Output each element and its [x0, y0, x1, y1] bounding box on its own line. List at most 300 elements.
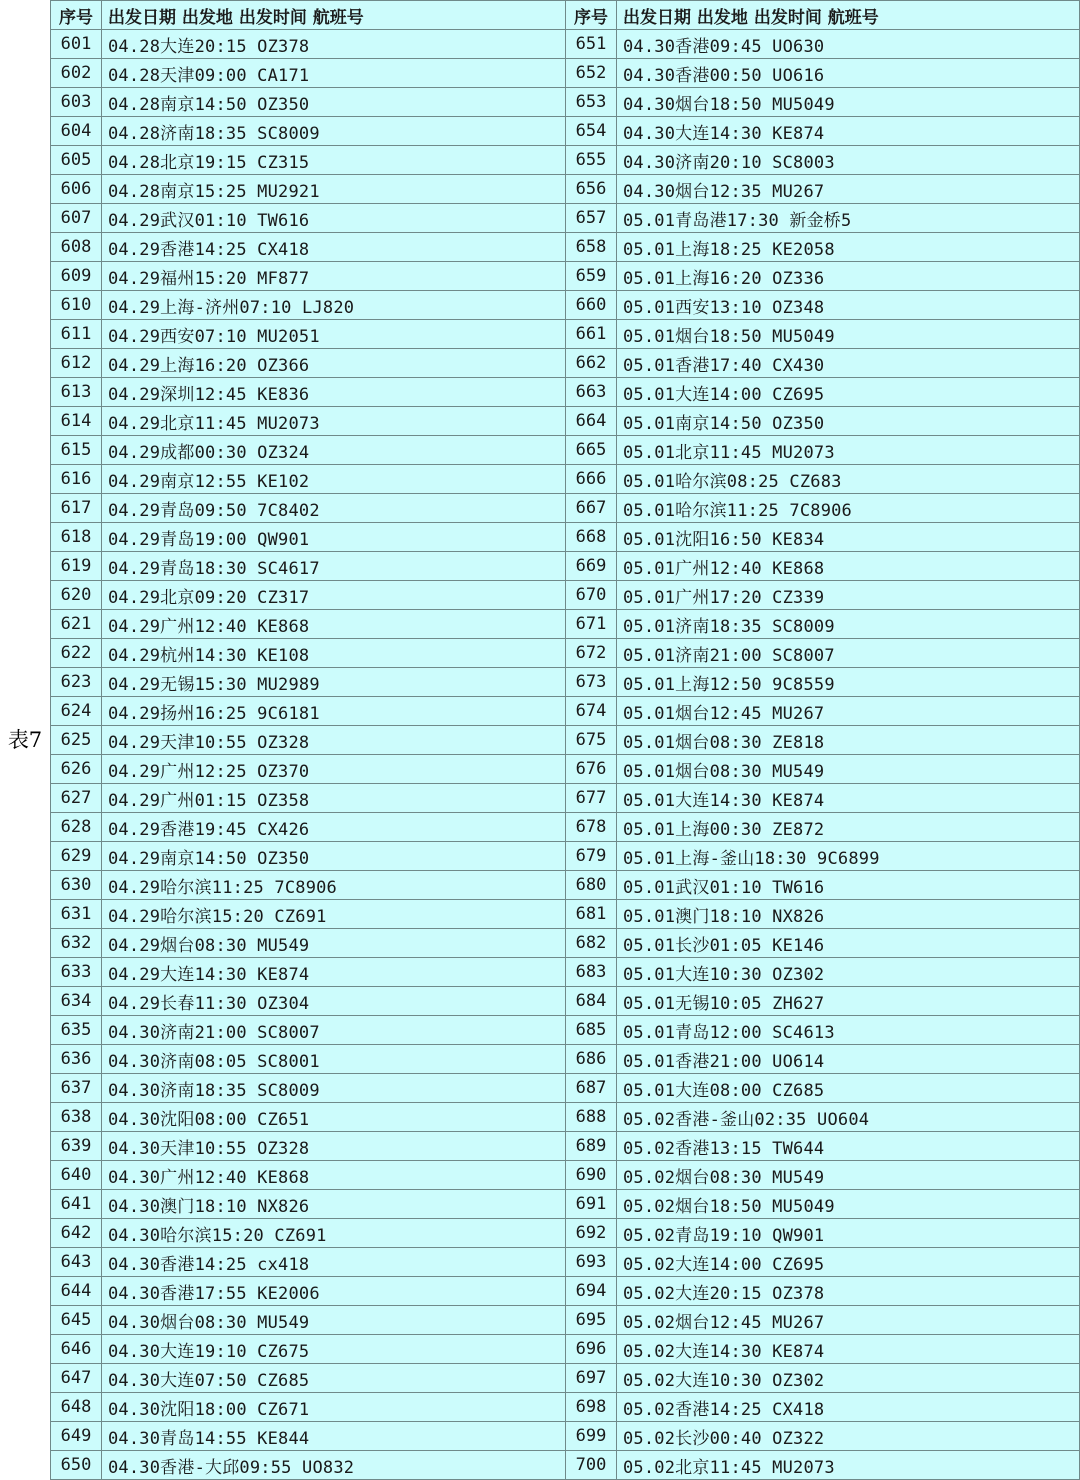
row-number: 690: [566, 1161, 617, 1190]
table-row: [566, 1074, 1080, 1103]
table-row: [51, 407, 566, 436]
flight-info: 05.01上海18:25 KE2058: [617, 233, 1080, 262]
table-row: [51, 842, 566, 871]
table-row: [566, 1364, 1080, 1393]
table-row: [566, 88, 1080, 117]
table-row: [51, 204, 566, 233]
table-row: [566, 117, 1080, 146]
flight-info: 05.02香港14:25 CX418: [617, 1393, 1080, 1422]
flight-info: 05.02青岛19:10 QW901: [617, 1219, 1080, 1248]
row-number: 625: [51, 726, 102, 755]
flight-info: 04.30济南21:00 SC8007: [102, 1016, 566, 1045]
flight-info: 05.02大连10:30 OZ302: [617, 1364, 1080, 1393]
row-number: 675: [566, 726, 617, 755]
flight-info: 04.29南京12:55 KE102: [102, 465, 566, 494]
flight-info: 04.29青岛09:50 7C8402: [102, 494, 566, 523]
row-number: 644: [51, 1277, 102, 1306]
row-number: 607: [51, 204, 102, 233]
flight-info: 05.02烟台08:30 MU549: [617, 1161, 1080, 1190]
row-number: 617: [51, 494, 102, 523]
flight-info: 04.30大连19:10 CZ675: [102, 1335, 566, 1364]
flight-info: 04.29西安07:10 MU2051: [102, 320, 566, 349]
flight-info: 04.29青岛19:00 QW901: [102, 523, 566, 552]
table-header-row: [566, 1, 1080, 30]
table-row: [51, 1016, 566, 1045]
row-number: 688: [566, 1103, 617, 1132]
table-row: [51, 1132, 566, 1161]
flight-info: 05.01上海16:20 OZ336: [617, 262, 1080, 291]
table-row: [566, 871, 1080, 900]
row-number: 638: [51, 1103, 102, 1132]
flight-info: 04.29哈尔滨11:25 7C8906: [102, 871, 566, 900]
table-row: [566, 146, 1080, 175]
row-number: 602: [51, 59, 102, 88]
flight-info: 05.01济南18:35 SC8009: [617, 610, 1080, 639]
flight-info: 05.01青岛港17:30 新金桥5: [617, 204, 1080, 233]
flight-info: 04.29北京09:20 CZ317: [102, 581, 566, 610]
row-number: 659: [566, 262, 617, 291]
flight-info: 04.29扬州16:25 9C6181: [102, 697, 566, 726]
row-number: 662: [566, 349, 617, 378]
table-row: [51, 1422, 566, 1451]
flight-table-left: [50, 0, 566, 1480]
flight-info: 04.29深圳12:45 KE836: [102, 378, 566, 407]
row-number: 676: [566, 755, 617, 784]
flight-info: 04.30香港-大邱09:55 UO832: [102, 1451, 566, 1480]
flight-info: 04.30澳门18:10 NX826: [102, 1190, 566, 1219]
flight-info: 04.29杭州14:30 KE108: [102, 639, 566, 668]
flight-info: 04.30大连14:30 KE874: [617, 117, 1080, 146]
table-row: [566, 407, 1080, 436]
flight-info: 05.02大连20:15 OZ378: [617, 1277, 1080, 1306]
flight-info: 04.29广州12:40 KE868: [102, 610, 566, 639]
table-row: [566, 668, 1080, 697]
flight-info: 05.01广州12:40 KE868: [617, 552, 1080, 581]
flight-info: 05.01上海00:30 ZE872: [617, 813, 1080, 842]
flight-info: 05.01北京11:45 MU2073: [617, 436, 1080, 465]
row-number: 630: [51, 871, 102, 900]
table-row: [51, 639, 566, 668]
row-number: 601: [51, 30, 102, 59]
table-row: [51, 146, 566, 175]
flight-info: 04.29哈尔滨15:20 CZ691: [102, 900, 566, 929]
flight-info: 04.30烟台18:50 MU5049: [617, 88, 1080, 117]
row-number: 696: [566, 1335, 617, 1364]
table-row: [566, 30, 1080, 59]
row-number: 670: [566, 581, 617, 610]
row-number: 647: [51, 1364, 102, 1393]
table-row: [566, 987, 1080, 1016]
row-number: 634: [51, 987, 102, 1016]
table-row: [566, 204, 1080, 233]
row-number: 684: [566, 987, 617, 1016]
table-row: [51, 465, 566, 494]
row-number: 663: [566, 378, 617, 407]
row-number: 606: [51, 175, 102, 204]
row-number: 637: [51, 1074, 102, 1103]
table-row: [51, 233, 566, 262]
flight-info: 04.30沈阳18:00 CZ671: [102, 1393, 566, 1422]
flight-info: 04.29上海-济州07:10 LJ820: [102, 291, 566, 320]
row-number: 677: [566, 784, 617, 813]
row-number: 700: [566, 1451, 617, 1480]
table-row: [566, 349, 1080, 378]
table-row: [566, 1277, 1080, 1306]
flight-info: 04.30青岛14:55 KE844: [102, 1422, 566, 1451]
table-header-row: [51, 1, 566, 30]
row-number: 624: [51, 697, 102, 726]
row-number: 653: [566, 88, 617, 117]
row-number: 620: [51, 581, 102, 610]
table-row: [566, 1190, 1080, 1219]
table-row: [51, 958, 566, 987]
table-row: [566, 958, 1080, 987]
flight-table-right: [565, 0, 1080, 1480]
flight-info: 05.02北京11:45 MU2073: [617, 1451, 1080, 1480]
table-row: [566, 842, 1080, 871]
flight-info: 05.02大连14:00 CZ695: [617, 1248, 1080, 1277]
row-number: 699: [566, 1422, 617, 1451]
table-row: [566, 697, 1080, 726]
column-header-info: 出发日期 出发地 出发时间 航班号: [102, 1, 566, 30]
table-row: [51, 1161, 566, 1190]
flight-info: 04.29南京14:50 OZ350: [102, 842, 566, 871]
flight-info: 05.02香港-釜山02:35 UO604: [617, 1103, 1080, 1132]
table-row: [566, 929, 1080, 958]
flight-info: 05.01香港21:00 UO614: [617, 1045, 1080, 1074]
table-row: [51, 59, 566, 88]
flight-info: 04.28天津09:00 CA171: [102, 59, 566, 88]
row-number: 672: [566, 639, 617, 668]
row-number: 680: [566, 871, 617, 900]
flight-info: 05.01济南21:00 SC8007: [617, 639, 1080, 668]
flight-info: 05.01沈阳16:50 KE834: [617, 523, 1080, 552]
row-number: 616: [51, 465, 102, 494]
row-number: 613: [51, 378, 102, 407]
row-number: 642: [51, 1219, 102, 1248]
table-row: [51, 1364, 566, 1393]
table-row: [51, 610, 566, 639]
table-row: [51, 726, 566, 755]
flight-info: 05.01南京14:50 OZ350: [617, 407, 1080, 436]
flight-info: 05.01武汉01:10 TW616: [617, 871, 1080, 900]
flight-info: 04.30哈尔滨15:20 CZ691: [102, 1219, 566, 1248]
flight-info: 04.29广州01:15 OZ358: [102, 784, 566, 813]
table-body-left: [51, 30, 566, 1480]
flight-info: 04.30香港00:50 UO616: [617, 59, 1080, 88]
flight-info: 04.30香港17:55 KE2006: [102, 1277, 566, 1306]
table-row: [51, 1190, 566, 1219]
flight-info: 05.01广州17:20 CZ339: [617, 581, 1080, 610]
table-row: [566, 262, 1080, 291]
row-number: 643: [51, 1248, 102, 1277]
flight-info: 05.01无锡10:05 ZH627: [617, 987, 1080, 1016]
table-row: [566, 784, 1080, 813]
flight-info: 04.29上海16:20 OZ366: [102, 349, 566, 378]
row-number: 615: [51, 436, 102, 465]
row-number: 612: [51, 349, 102, 378]
row-number: 679: [566, 842, 617, 871]
table-row: [566, 900, 1080, 929]
table-row: [51, 900, 566, 929]
flight-info: 05.01哈尔滨08:25 CZ683: [617, 465, 1080, 494]
table-row: [566, 1219, 1080, 1248]
table-row: [566, 175, 1080, 204]
row-number: 693: [566, 1248, 617, 1277]
table-row: [566, 233, 1080, 262]
column-header-no: 序号: [566, 1, 617, 30]
row-number: 658: [566, 233, 617, 262]
table-row: [51, 697, 566, 726]
table-row: [51, 175, 566, 204]
row-number: 610: [51, 291, 102, 320]
table-row: [51, 1393, 566, 1422]
flight-info: 04.30济南08:05 SC8001: [102, 1045, 566, 1074]
row-number: 666: [566, 465, 617, 494]
row-number: 697: [566, 1364, 617, 1393]
row-number: 622: [51, 639, 102, 668]
flight-info: 04.29香港19:45 CX426: [102, 813, 566, 842]
table-row: [566, 1045, 1080, 1074]
flight-info: 04.29天津10:55 OZ328: [102, 726, 566, 755]
table-row: [51, 494, 566, 523]
flight-info: 05.01大连14:00 CZ695: [617, 378, 1080, 407]
table-row: [51, 552, 566, 581]
row-number: 603: [51, 88, 102, 117]
row-number: 681: [566, 900, 617, 929]
row-number: 604: [51, 117, 102, 146]
row-number: 655: [566, 146, 617, 175]
flight-info: 05.01烟台18:50 MU5049: [617, 320, 1080, 349]
flight-info: 04.29无锡15:30 MU2989: [102, 668, 566, 697]
table-row: [566, 1248, 1080, 1277]
row-number: 636: [51, 1045, 102, 1074]
row-number: 668: [566, 523, 617, 552]
row-number: 640: [51, 1161, 102, 1190]
row-number: 687: [566, 1074, 617, 1103]
table-row: [51, 523, 566, 552]
table-row: [51, 929, 566, 958]
table-row: [566, 1016, 1080, 1045]
flight-info: 05.01香港17:40 CX430: [617, 349, 1080, 378]
row-number: 686: [566, 1045, 617, 1074]
row-number: 635: [51, 1016, 102, 1045]
flight-info: 04.28南京15:25 MU2921: [102, 175, 566, 204]
row-number: 652: [566, 59, 617, 88]
flight-info: 04.28南京14:50 OZ350: [102, 88, 566, 117]
row-number: 698: [566, 1393, 617, 1422]
row-number: 669: [566, 552, 617, 581]
row-number: 629: [51, 842, 102, 871]
flight-info: 05.01西安13:10 OZ348: [617, 291, 1080, 320]
table-row: [566, 523, 1080, 552]
table-row: [566, 1393, 1080, 1422]
row-number: 648: [51, 1393, 102, 1422]
table-row: [566, 581, 1080, 610]
table-row: [51, 30, 566, 59]
row-number: 633: [51, 958, 102, 987]
flight-info: 05.02大连14:30 KE874: [617, 1335, 1080, 1364]
table-row: [566, 59, 1080, 88]
flight-info: 04.30济南20:10 SC8003: [617, 146, 1080, 175]
flight-info: 04.28大连20:15 OZ378: [102, 30, 566, 59]
table-row: [51, 88, 566, 117]
table-row: [566, 726, 1080, 755]
table-row: [51, 871, 566, 900]
row-number: 650: [51, 1451, 102, 1480]
flight-info: 04.30烟台08:30 MU549: [102, 1306, 566, 1335]
flight-info: 04.28北京19:15 CZ315: [102, 146, 566, 175]
flight-info: 05.01上海12:50 9C8559: [617, 668, 1080, 697]
column-header-no: 序号: [51, 1, 102, 30]
flight-info: 04.29长春11:30 OZ304: [102, 987, 566, 1016]
table-row: [566, 639, 1080, 668]
flight-info: 05.01长沙01:05 KE146: [617, 929, 1080, 958]
flight-info: 05.01大连10:30 OZ302: [617, 958, 1080, 987]
row-number: 671: [566, 610, 617, 639]
row-number: 656: [566, 175, 617, 204]
row-number: 626: [51, 755, 102, 784]
table-row: [566, 378, 1080, 407]
table-body-right: [566, 30, 1080, 1480]
table-row: [51, 755, 566, 784]
flight-info: 05.01青岛12:00 SC4613: [617, 1016, 1080, 1045]
flight-info: 05.02烟台18:50 MU5049: [617, 1190, 1080, 1219]
flight-info: 04.29香港14:25 CX418: [102, 233, 566, 262]
table-row: [51, 668, 566, 697]
table-row: [51, 1219, 566, 1248]
table-row: [566, 320, 1080, 349]
row-number: 619: [51, 552, 102, 581]
row-number: 649: [51, 1422, 102, 1451]
row-number: 628: [51, 813, 102, 842]
row-number: 667: [566, 494, 617, 523]
flight-info: 04.30沈阳08:00 CZ651: [102, 1103, 566, 1132]
flight-info: 04.30济南18:35 SC8009: [102, 1074, 566, 1103]
row-number: 674: [566, 697, 617, 726]
flight-info: 04.30香港09:45 UO630: [617, 30, 1080, 59]
table-row: [566, 755, 1080, 784]
table-row: [51, 784, 566, 813]
flight-info: 04.30天津10:55 OZ328: [102, 1132, 566, 1161]
row-number: 639: [51, 1132, 102, 1161]
row-number: 621: [51, 610, 102, 639]
row-number: 660: [566, 291, 617, 320]
table-row: [566, 465, 1080, 494]
row-number: 646: [51, 1335, 102, 1364]
table-row: [51, 1335, 566, 1364]
row-number: 654: [566, 117, 617, 146]
flight-info: 05.01哈尔滨11:25 7C8906: [617, 494, 1080, 523]
flight-info: 04.29福州15:20 MF877: [102, 262, 566, 291]
column-header-info: 出发日期 出发地 出发时间 航班号: [617, 1, 1080, 30]
row-number: 689: [566, 1132, 617, 1161]
row-number: 618: [51, 523, 102, 552]
flight-info: 04.30烟台12:35 MU267: [617, 175, 1080, 204]
table-row: [566, 494, 1080, 523]
table-row: [566, 1132, 1080, 1161]
table-row: [51, 1277, 566, 1306]
row-number: 627: [51, 784, 102, 813]
row-number: 605: [51, 146, 102, 175]
table-row: [566, 1335, 1080, 1364]
table-row: [566, 1451, 1080, 1480]
table-row: [51, 1074, 566, 1103]
flight-info: 05.01大连08:00 CZ685: [617, 1074, 1080, 1103]
row-number: 685: [566, 1016, 617, 1045]
table-row: [566, 610, 1080, 639]
table-row: [51, 1451, 566, 1480]
row-number: 611: [51, 320, 102, 349]
flight-info: 04.29青岛18:30 SC4617: [102, 552, 566, 581]
flight-info: 04.29广州12:25 OZ370: [102, 755, 566, 784]
row-number: 645: [51, 1306, 102, 1335]
table-row: [51, 436, 566, 465]
row-number: 651: [566, 30, 617, 59]
flight-info: 05.01烟台08:30 MU549: [617, 755, 1080, 784]
row-number: 683: [566, 958, 617, 987]
flight-info: 05.01烟台08:30 ZE818: [617, 726, 1080, 755]
row-number: 632: [51, 929, 102, 958]
row-number: 691: [566, 1190, 617, 1219]
table-row: [51, 262, 566, 291]
table-row: [51, 291, 566, 320]
flight-info: 04.29成都00:30 OZ324: [102, 436, 566, 465]
table-row: [51, 813, 566, 842]
table-row: [51, 1103, 566, 1132]
table-row: [51, 349, 566, 378]
table-row: [51, 378, 566, 407]
row-number: 623: [51, 668, 102, 697]
row-number: 665: [566, 436, 617, 465]
flight-info: 04.29北京11:45 MU2073: [102, 407, 566, 436]
row-number: 682: [566, 929, 617, 958]
flight-info: 04.29烟台08:30 MU549: [102, 929, 566, 958]
table-row: [51, 1248, 566, 1277]
table-side-label: 表7: [7, 727, 43, 752]
row-number: 609: [51, 262, 102, 291]
flight-info: 05.02长沙00:40 OZ322: [617, 1422, 1080, 1451]
row-number: 692: [566, 1219, 617, 1248]
flight-info: 05.02烟台12:45 MU267: [617, 1306, 1080, 1335]
flight-info: 04.30大连07:50 CZ685: [102, 1364, 566, 1393]
flight-info: 04.30广州12:40 KE868: [102, 1161, 566, 1190]
flight-info: 05.01大连14:30 KE874: [617, 784, 1080, 813]
row-number: 641: [51, 1190, 102, 1219]
table-row: [566, 291, 1080, 320]
flight-info: 04.30香港14:25 cx418: [102, 1248, 566, 1277]
row-number: 678: [566, 813, 617, 842]
table-row: [566, 1422, 1080, 1451]
flight-info: 05.01澳门18:10 NX826: [617, 900, 1080, 929]
row-number: 664: [566, 407, 617, 436]
table-row: [566, 1103, 1080, 1132]
row-number: 694: [566, 1277, 617, 1306]
row-number: 661: [566, 320, 617, 349]
flight-info: 05.01烟台12:45 MU267: [617, 697, 1080, 726]
flight-info: 04.29大连14:30 KE874: [102, 958, 566, 987]
row-number: 657: [566, 204, 617, 233]
row-number: 695: [566, 1306, 617, 1335]
table-row: [51, 1306, 566, 1335]
table-row: [566, 436, 1080, 465]
row-number: 614: [51, 407, 102, 436]
table-row: [51, 117, 566, 146]
table-row: [51, 581, 566, 610]
row-number: 631: [51, 900, 102, 929]
table-row: [566, 552, 1080, 581]
table-row: [51, 320, 566, 349]
